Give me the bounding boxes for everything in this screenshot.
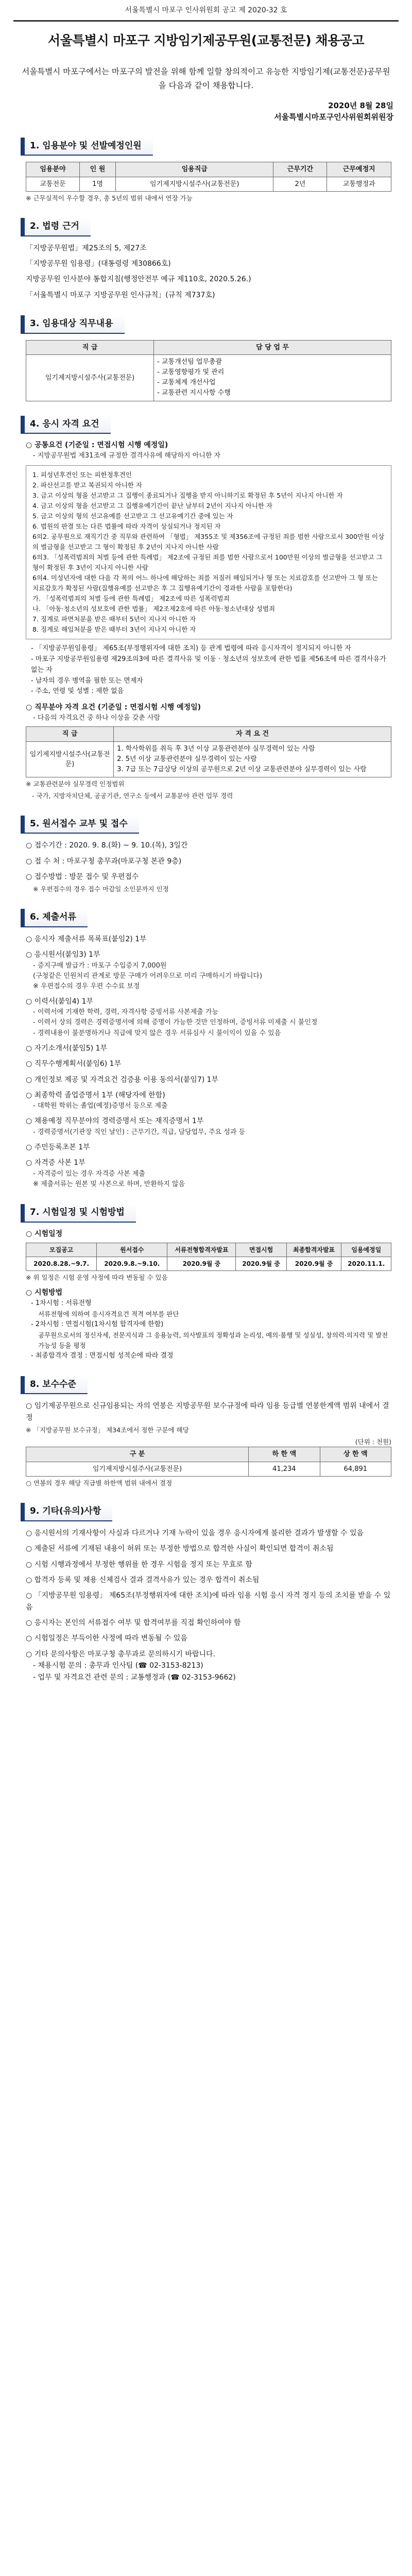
document-item: ○ 최종학력 졸업증명서 1부 (해당자에 한함) <box>26 1091 165 1099</box>
disq-item: 2. 파산선고를 받고 복권되지 아니한 자 <box>32 481 142 489</box>
method-item: - 최종합격자 결정 : 면접시험 성적순에 따라 결정 <box>31 1351 174 1360</box>
rule-item: - 「지방공무원임용령」 제65조(부정행위자에 대한 조치) 등 관계 법령에 따라 응시자격이 정지되지 아니한 자 <box>31 645 351 653</box>
table-row <box>26 1462 391 1477</box>
qualification-table <box>26 726 391 777</box>
disq-item: 7. 징계로 파면처분을 받은 때부터 5년이 지나지 아니한 자 <box>32 615 196 623</box>
duty-item: - 교통영향평가 및 관리 <box>157 368 225 377</box>
document-item: ○ 응시원서(붙임3) 1부 <box>26 951 100 959</box>
col-header: 구 분 <box>26 1447 249 1462</box>
section-1-title: 1. 임용분야 및 선발예정인원 <box>21 138 153 156</box>
table-cell: 2020.9월 중 <box>286 1257 341 1270</box>
document-item: ○ 자격증 사본 1부 <box>26 1159 85 1167</box>
disq-item: 6의4. 미성년자에 대한 다음 각 목의 어느 하나에 해당하는 죄를 저질러 해임되거나 형 또는 치료감호를 선고받아 그 형 또는 치료감호가 확정된 사람(집행유예를 선고받은 후 그 집행유예기간이 경과한 사람을 포함한다) <box>32 574 379 592</box>
law-item: 「지방공무원법」제25조의 5, 제27조 <box>26 244 147 252</box>
table-cell: 임기제지방시설주사(교통전문) <box>26 741 114 777</box>
law-item: 「지방공무원 임용령」(대통령령 제30866호) <box>26 259 171 268</box>
section-1-note: ※ 근무실적이 우수할 경우, 총 5년의 범위 내에서 연장 가능 <box>26 194 193 202</box>
qualification-item: 3. 7급 또는 7급상당 이상의 공무원으로 2년 이상 교통관련분야 실무경력이 있는 사람 <box>117 766 367 774</box>
field-req-sub: - 다음의 자격요건 중 하나 이상을 갖춘 사람 <box>33 714 161 722</box>
section-3 <box>13 340 399 401</box>
section-5-title: 5. 원서접수 교부 및 접수 <box>21 816 139 834</box>
table-cell: 교통행정과 <box>327 177 391 192</box>
duty-item: - 교통관련 지시사항 수행 <box>157 389 231 397</box>
document-item: ○ 채용예정 직무분야의 경력증명서 또는 재직증명서 1부 <box>26 1117 204 1126</box>
section-9 <box>13 1528 399 1683</box>
section-7 <box>13 1229 399 1362</box>
disq-item: 나. 「아동·청소년의 성보호에 관한 법률」 제2조제2호에 따른 아동·청소년대상 성범죄 <box>32 605 276 613</box>
col-header: 최종합격자발표 <box>286 1243 341 1257</box>
document-item: ○ 주민등록초본 1부 <box>26 1143 90 1151</box>
duty-item: - 교통개선팀 업무총괄 <box>157 358 222 366</box>
table-cell: 2020.9.8.~9.10. <box>97 1257 167 1270</box>
salary-lead: ○ 임기제공무원으로 신규임용되는 자의 연봉은 지방공무원 보수규정에 따라 임용 등급별 연봉한계액 범위 내에서 결정 <box>26 1402 389 1422</box>
qualification-note-title: ※ 교통관련분야 실무경력 인정범위 <box>26 780 125 788</box>
table-row <box>26 355 391 401</box>
duty-table <box>26 340 391 401</box>
disq-item: 6의2. 공무원으로 재직기간 중 직무와 관련하여 「형법」 제355조 및 제356조에 규정된 죄를 범한 사람으로서 300만원 이상의 벌금형을 선고받고 그 형이 확정된 후 2년이 지나지 아니한 사람 <box>32 533 385 551</box>
salary-table <box>26 1447 391 1477</box>
disq-item: 6. 법원의 판결 또는 다른 법률에 따라 자격이 상실되거나 정지된 자 <box>32 522 221 531</box>
issuer: 서울특별시마포구인사위원회위원장 <box>274 112 393 122</box>
table-cell: 2년 <box>273 177 327 192</box>
table-row <box>26 177 391 192</box>
col-header: 자 격 요 건 <box>114 727 391 742</box>
document-detail: ※ 제출서류는 원본 및 사본으로 하며, 반환하지 않음 <box>33 1180 185 1188</box>
contact-item: - 업무 및 자격요건 관련 문의 : 교통행정과 (☎ 02-3153-9662) <box>33 1673 236 1682</box>
document-detail: - 경력내용이 불분명하거나 직급에 맞지 않은 경우 서류심사 시 불이익이 있을 수 있음 <box>33 1029 281 1037</box>
notice-item: ○ 시험일정은 부득이한 사정에 따라 변동될 수 있음 <box>26 1634 187 1643</box>
table-cell: 2020.9월 중 <box>167 1257 236 1270</box>
document-detail: - 이력서 상의 경력은 경력증명서에 의해 증명이 가능한 것만 인정하며, 증빙서류 미제출 시 불인정 <box>33 1019 318 1027</box>
notice-item: ○ 응시자는 본인의 서류접수 여부 및 합격여부를 직접 확인하여야 함 <box>26 1619 241 1628</box>
post-note: ※ 우편접수의 경우 접수 마감일 소인분까지 인정 <box>33 885 169 893</box>
table-row <box>26 741 391 777</box>
method-item: 서류전형에 의하여 응시자격요건 적격 여부를 판단 <box>38 1310 179 1318</box>
section-8 <box>13 1400 399 1488</box>
field-req-title: ○ 직무분야 자격 요건 (기준일 : 면접시험 시행 예정일) <box>26 703 201 712</box>
application-item: ○ 접 수 처 : 마포구청 총무과(마포구청 본관 9층) <box>26 857 182 866</box>
col-header: 담 당 업 무 <box>154 340 391 355</box>
law-item: 「서울특별시 마포구 지방공무원 인사규칙」(규칙 제737호) <box>26 291 215 299</box>
section-6-title: 6. 제출서류 <box>21 909 88 927</box>
disq-item: 6의3. 「성폭력범죄의 처벌 등에 관한 특례법」 제2조에 규정된 죄를 범한 사람으로서 100만원 이상의 벌금형을 선고받고 그 형이 확정된 후 3년이 지나지 아니한 사람 <box>32 553 383 572</box>
section-1 <box>13 162 399 204</box>
announce-number: 서울특별시 마포구 인사위원회 공고 제 2020-32 호 <box>13 5 399 22</box>
disq-item: 4. 금고 이상의 형을 선고받고 그 집행유예기간이 끝난 날부터 2년이 지나지 아니한 자 <box>32 502 273 510</box>
col-header: 모집공고 <box>26 1243 97 1257</box>
common-req-title: ○ 공통요건 (기준일 : 면접시험 시행 예정일) <box>26 441 168 450</box>
law-item: 지방공무원 인사분야 통합지침(행정안전부 예규 제110호, 2020.5.26.) <box>26 275 251 284</box>
table-cell: 1명 <box>79 177 115 192</box>
duty-item: - 교통체계 개선사업 <box>157 379 216 387</box>
document-detail: - 이력서에 기재한 학력, 경력, 자격사항 증빙서류 사본제출 가능 <box>33 1008 218 1016</box>
qualification-note: - 국가, 지방자치단체, 공공기관, 연구소 등에서 교통분야 관련 업무 경력 <box>32 792 233 800</box>
disq-item: 가. 「성폭력범죄의 처벌 등에 관한 특례법」 제2조에 따른 성폭력범죄 <box>32 595 230 603</box>
common-req-sub: - 지방공무원법 제31조에 규정한 결격사유에 해당하지 아니한 자 <box>33 452 221 460</box>
disq-item: 8. 징계로 해임처분을 받은 때부터 3년이 지나지 아니한 자 <box>32 625 196 634</box>
col-header: 직 급 <box>26 340 154 355</box>
col-header: 인 원 <box>79 162 115 177</box>
method-item: 공무원으로서의 정신자세, 전문지식과 그 응용능력, 의사발표의 정확성과 논리성, 예의·품행 및 성실성, 창의력·의지력 및 발전가능성 등을 평정 <box>38 1331 388 1349</box>
notice-item: ○ 합격자 등록 및 채용 신체검사 결과 결격사유가 있는 경우 합격이 취소됨 <box>26 1575 260 1584</box>
rule-item: - 마포구 지방공무원임용령 제29조의3에 따른 결격사유 및 이동 · 청소년의 성보호에 관한 법률 제56조에 따른 결격사유가 없는 자 <box>31 655 386 674</box>
col-header: 근무기간 <box>273 162 327 177</box>
qualification-item: 1. 학사학위를 취득 후 3년 이상 교통관련분야 실무경력이 있는 사람 <box>117 744 315 753</box>
col-header: 직 급 <box>26 727 114 742</box>
table-row <box>26 1257 391 1270</box>
positions-table <box>26 162 391 192</box>
duty-list <box>154 355 391 401</box>
document-item: ○ 자기소개서(붙임5) 1부 <box>26 1044 108 1053</box>
document-item: ○ 직무수행계획서(붙임6) 1부 <box>26 1060 122 1069</box>
section-6 <box>13 934 399 1190</box>
announce-date: 2020년 8월 28일 <box>328 100 393 110</box>
col-header: 서류전형합격자발표 <box>167 1243 236 1257</box>
col-header: 면접시험 <box>236 1243 286 1257</box>
method-item: - 1차시험 : 서류전형 <box>31 1299 92 1308</box>
document-detail: ※ 우편접수의 경우 우편 수수료 보정 <box>33 982 140 990</box>
notice-item: ○ 제출된 서류에 기재된 내용이 허위 또는 부정한 방법으로 합격한 사실이 확인되면 합격이 취소됨 <box>26 1545 334 1553</box>
section-4 <box>13 440 399 801</box>
qualification-item: 2. 5년 이상 교통관련분야 실무경력이 있는 사람 <box>117 755 257 764</box>
rule-item: - 주소, 연령 및 성별 : 제한 없음 <box>31 687 124 696</box>
table-cell: 임기제지방시설주사(교통전문) <box>26 1462 249 1477</box>
page-title: 서울특별시 마포구 지방임기제공무원(교통전문) 채용공고 <box>47 33 365 48</box>
rule-item: - 남자의 경우 병역을 필한 또는 면제자 <box>31 676 143 685</box>
qualification-list <box>114 741 391 777</box>
col-header: 임용직급 <box>116 162 273 177</box>
contact-item: - 채용시험 문의 : 총무과 인사팀 (☎ 02-3153-8213) <box>33 1662 203 1670</box>
col-header: 하 한 액 <box>249 1447 320 1462</box>
table-cell: 2020.9월 중 <box>236 1257 286 1270</box>
col-header: 상 한 액 <box>320 1447 391 1462</box>
section-8-title: 8. 보수수준 <box>21 1376 88 1395</box>
section-7-title: 7. 시험일정 및 시험방법 <box>21 1204 136 1223</box>
schedule-table <box>26 1243 391 1271</box>
notice-item: ○ 응시원서의 기재사항이 사실과 다르거나 기재 누락이 있을 경우 응시자에게 불리한 결과가 발생할 수 있음 <box>26 1529 364 1537</box>
col-header: 근무예정지 <box>327 162 391 177</box>
intro-paragraph: 서울특별시 마포구에서는 마포구의 발전을 위해 함께 일할 창의적이고 유능한 지방임기제(교통전문)공무원을 다음과 같이 채용합니다. <box>22 66 390 90</box>
notice-item: ○ 「지방공무원 임용령」 제65조(부정행위자에 대한 조치)에 따라 임용 시험 응시 자격 정지 등의 조치를 받을 수 있음 <box>26 1591 391 1612</box>
col-header: 임용분야 <box>26 162 80 177</box>
table-cell: 임기제지방시설주사(교통전문) <box>26 355 154 401</box>
table-cell: 교통전문 <box>26 177 80 192</box>
schedule-title: ○ 시험일정 <box>26 1229 63 1238</box>
section-3-title: 3. 임용대상 직무내용 <box>21 315 125 334</box>
method-title: ○ 시험방법 <box>26 1289 63 1297</box>
table-cell: 2020.11.1. <box>341 1257 391 1270</box>
salary-unit: (단위 : 천원) <box>355 1437 391 1446</box>
document-item: ○ 응시자 제출서류 목록표(붙임2) 1부 <box>26 935 147 943</box>
document-detail: - 자격증이 있는 경우 자격증 사본 제출 <box>33 1170 145 1178</box>
table-cell: 2020.8.28.~9.7. <box>26 1257 97 1270</box>
disqualification-box <box>26 465 391 639</box>
section-2 <box>13 243 399 301</box>
col-header: 원서접수 <box>97 1243 167 1257</box>
salary-extra: ○ 연봉의 경우 해당 직급별 하한액 범위 내에서 결정 <box>26 1479 173 1487</box>
document-detail: - 경력증명서(기관장 직인 날인) : 근무기간, 직급, 담당업무, 주요 성과 등 <box>33 1128 246 1136</box>
section-4-title: 4. 응시 자격 요건 <box>21 416 111 434</box>
application-item: ○ 접수방법 : 방문 접수 및 우편접수 <box>26 873 139 882</box>
document-detail: - 대학원 학위는 졸업(예정)증명서 등으로 제출 <box>33 1102 168 1110</box>
section-5 <box>13 840 399 894</box>
notice-item: ○ 기타 문의사항은 마포구청 총무과로 문의하시기 바랍니다. <box>26 1650 215 1658</box>
table-cell: 64,891 <box>320 1462 391 1477</box>
section-9-title: 9. 기타(유의)사항 <box>21 1503 112 1521</box>
section-2-title: 2. 법령 근거 <box>21 218 91 236</box>
document-item: ○ 개인정보 제공 및 자격요건 검증용 이용 동의서(붙임7) 1부 <box>26 1075 219 1084</box>
salary-note: ※ 「지방공무원 보수규정」 제34조에서 정한 구분에 해당 <box>26 1426 189 1434</box>
disq-item: 3. 금고 이상의 형을 선고받고 그 집행이 종료되거나 집행을 받지 아니하기로 확정된 후 5년이 지나지 아니한 자 <box>32 492 343 500</box>
application-item: ○ 접수기간 : 2020. 9. 8.(화) ~ 9. 10.(목), 3일간 <box>26 841 188 850</box>
schedule-note: ※ 위 일정은 시험 운영 사정에 따라 변동될 수 있음 <box>26 1273 168 1281</box>
disq-item: 1. 피성년후견인 또는 피한정후견인 <box>32 471 132 479</box>
disq-item: 5. 금고 이상의 형의 선고유예를 선고받고 그 선고유예기간 중에 있는 자 <box>32 512 233 520</box>
col-header: 임용예정일 <box>341 1243 391 1257</box>
document-detail: (구청같은 민원처리 관계로 방문 구매가 어려우므로 미리 구매하시기 바랍니다) <box>33 972 263 980</box>
table-cell: 임기제지방시설주사(교통전문) <box>116 177 273 192</box>
table-cell: 41,234 <box>249 1462 320 1477</box>
notice-item: ○ 시험 시행과정에서 부정한 행위를 한 경우 시험을 정지 또는 무효로 함 <box>26 1560 252 1569</box>
method-item: - 2차시험 : 면접시험(1차시험 합격자에 한함) <box>31 1320 164 1329</box>
document-item: ○ 이력서(붙임4) 1부 <box>26 997 93 1006</box>
document-detail: - 증지구매 발급가 : 마포구 수입증지 7,000원 <box>33 961 167 970</box>
